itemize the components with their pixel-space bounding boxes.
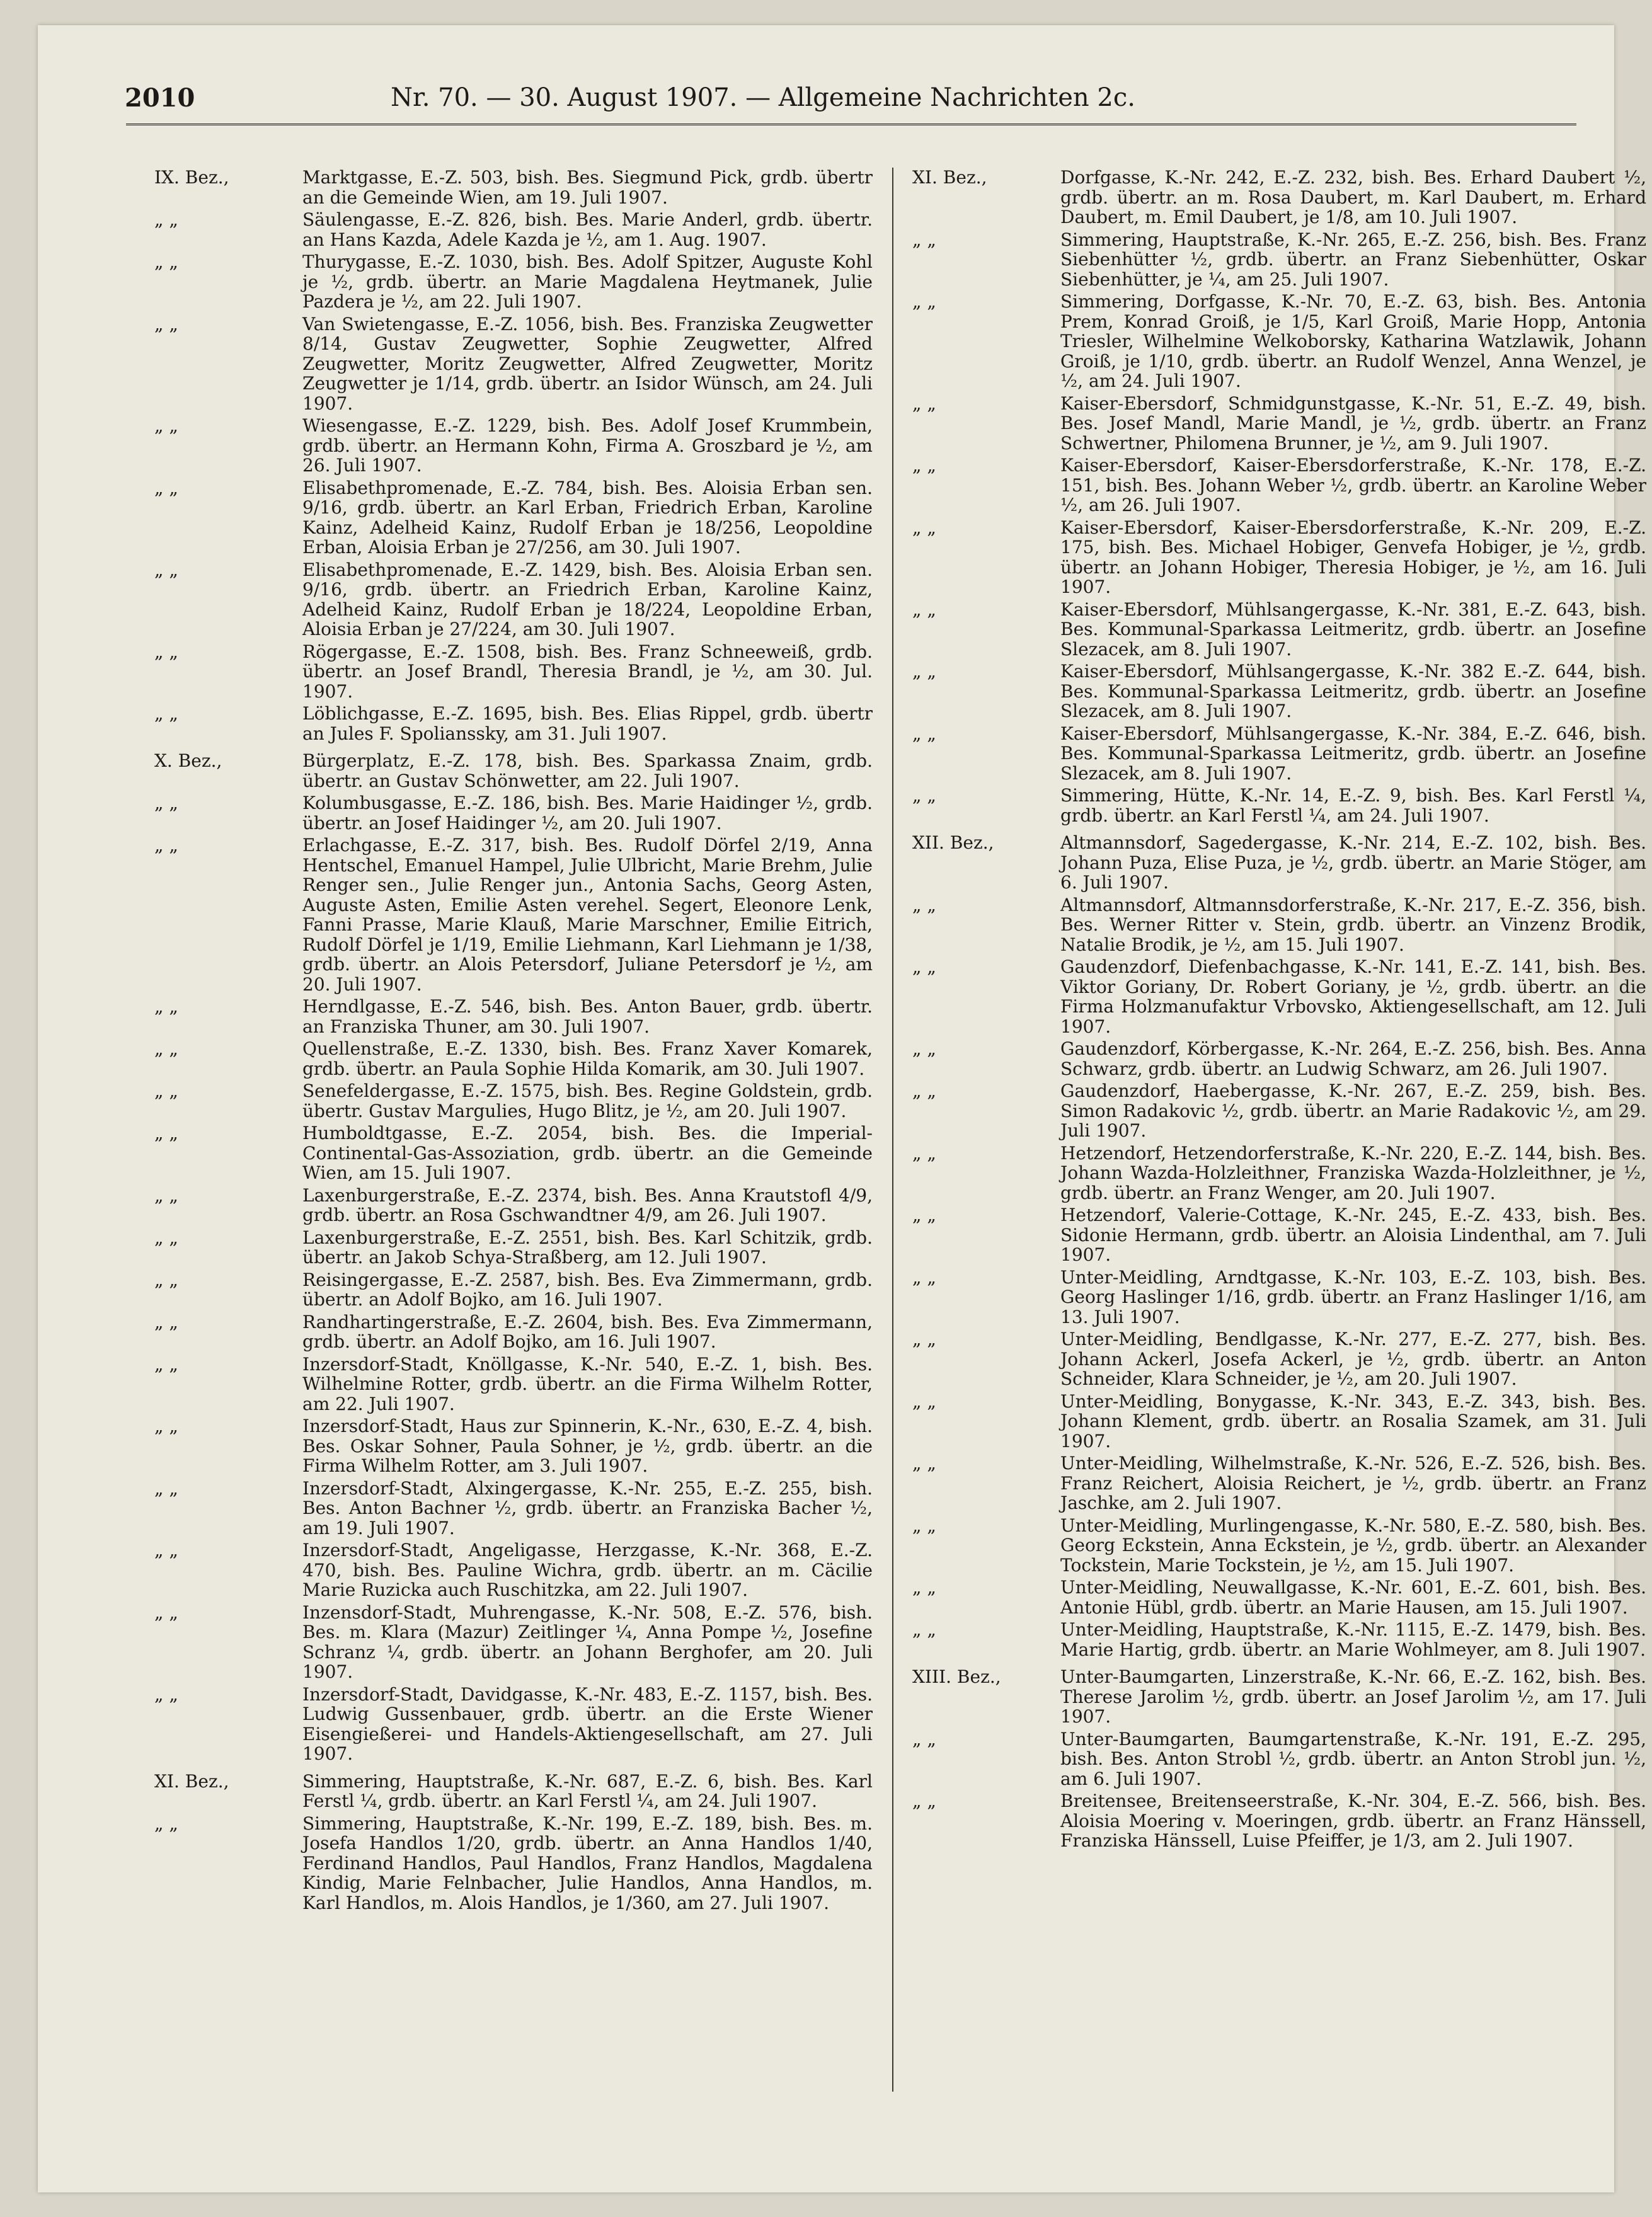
register-entry	[154, 1270, 873, 1310]
register-entry	[154, 1603, 873, 1682]
running-head: Nr. 70. — 30. August 1907. — Allgemeine Nachrichten 2c.	[391, 83, 1135, 112]
entry-district-label: „ „	[154, 559, 178, 580]
entry-district-label: „ „	[154, 1540, 178, 1561]
entry-text: Inzersdorf-Stadt, Haus zur Spinnerin, K.-Nr., 630, E.-Z. 4, bish. Bes. Oskar Sohner, Paula Sohner, je ½, grdb. übertr. an die Firma Wilhelm Rotter, am 3. Juli 1907.	[302, 1416, 873, 1476]
entry-text: Unter-Meidling, Bonygasse, K.-Nr. 343, E.-Z. 343, bish. Bes. Johann Klement, grdb. übertr. an Rosalia Szamek, am 31. Juli 1907.	[1060, 1390, 1646, 1452]
register-entry	[154, 1228, 873, 1268]
register-entry	[154, 478, 873, 558]
register-entry	[912, 1039, 1646, 1079]
register-entry	[912, 1578, 1646, 1617]
entry-text: Randhartingerstraße, E.-Z. 2604, bish. Bes. Eva Zimmermann, grdb. übertr. an Adolf Bojko, am 16. Juli 1907.	[302, 1311, 873, 1352]
register-entry	[912, 292, 1646, 391]
entry-text: Elisabethpromenade, E.-Z. 784, bish. Bes. Aloisia Erban sen. 9/16, grdb. übertr. an Karl Erban, Friedrich Erban, Karoline Kainz, Adelheid Kainz, Rudolf Erban je 18/256, Leopoldine Erban, Aloisia Erban je 27/256, am 30. Juli 1907.	[302, 477, 873, 558]
entry-district-label: „ „	[154, 1684, 178, 1705]
entry-district-label: „ „	[912, 517, 936, 538]
register-entry	[154, 997, 873, 1036]
entry-district-label: „ „	[154, 1354, 178, 1375]
register-entry	[912, 1268, 1646, 1327]
entry-text: Breitensee, Breitenseerstraße, K.-Nr. 304, E.-Z. 566, bish. Bes. Aloisia Moering v. Moeringen, grdb. übertr. an Franz Hänssell, Franziska Hänssell, Luise Pfeiffer, je 1/3, am 2. Juli 1907.	[1060, 1790, 1646, 1851]
entry-district-label: „ „	[154, 1269, 178, 1290]
register-entry	[154, 1685, 873, 1764]
entry-text: Unter-Meidling, Arndtgasse, K.-Nr. 103, E.-Z. 103, bish. Bes. Georg Haslinger 1/16, grdb. übertr. an Franz Haslinger 1/16, am 13. Juli 1907.	[1060, 1266, 1646, 1327]
entry-district-label: „ „	[154, 1123, 178, 1143]
entry-district-label: „ „	[154, 1185, 178, 1206]
entry-text: Wiesengasse, E.-Z. 1229, bish. Bes. Adolf Josef Krummbein, grdb. übertr. an Hermann Kohn, Firma A. Groszbard je ½, am 26. Juli 1907.	[302, 415, 873, 476]
register-entry	[912, 1620, 1646, 1659]
entry-text: Unter-Meidling, Murlingengasse, K.-Nr. 580, E.-Z. 580, bish. Bes. Georg Eckstein, Anna Eckstein, je ½, grdb. übertr. an Alexander Tockstein, Marie Tockstein, je ½, am 15. Juli 1907.	[1060, 1515, 1646, 1576]
register-entry	[912, 662, 1646, 721]
entry-district-label: „ „	[154, 314, 178, 335]
register-entry	[912, 1143, 1646, 1203]
entry-district-label: „ „	[912, 229, 936, 250]
entry-text: Simmering, Hauptstraße, K.-Nr. 265, E.-Z. 256, bish. Bes. Franz Siebenhütter ½, grdb. übertr. an Franz Siebenhütter, Oskar Siebenhütter, je ¼, am 25. Juli 1907.	[1060, 229, 1646, 290]
entry-text: Hetzendorf, Hetzendorferstraße, K.-Nr. 220, E.-Z. 144, bish. Bes. Johann Wazda-Holzleithner, Franziska Wazda-Holzleithner, je ½, grdb. übertr. an Franz Wenger, am 20. Juli 1907.	[1060, 1142, 1646, 1203]
entry-text: Hetzendorf, Valerie-Cottage, K.-Nr. 245, E.-Z. 433, bish. Bes. Sidonie Hermann, grdb. übertr. an Aloisia Lindenthal, am 7. Juli 1907.	[1060, 1205, 1646, 1265]
entry-district-label: „ „	[912, 895, 936, 915]
entry-district-label: IX. Bez.,	[154, 168, 229, 188]
entry-text: Thurygasse, E.-Z. 1030, bish. Bes. Adolf Spitzer, Auguste Kohl je ½, grdb. übertr. an Marie Magdalena Heytmanek, Julie Pazdera je ½, am 22. Juli 1907.	[302, 251, 873, 312]
register-entry	[154, 1540, 873, 1600]
entry-district-label: „ „	[154, 210, 178, 230]
entry-district-label: „ „	[912, 1620, 936, 1640]
register-entry	[154, 1355, 873, 1414]
entry-district-label: „ „	[154, 641, 178, 662]
entry-district-label: XIII. Bez.,	[912, 1667, 1001, 1687]
entry-text: Rögergasse, E.-Z. 1508, bish. Bes. Franz Schneeweiß, grdb. übertr. an Josef Brandl, Theresia Brandl, je ½, am 30. Jul. 1907.	[302, 641, 873, 702]
entry-district-label: XI. Bez.,	[912, 168, 987, 188]
entry-text: Kaiser-Ebersdorf, Schmidgunstgasse, K.-Nr. 51, E.-Z. 49, bish. Bes. Josef Mandl, Marie Mandl, je ½, grdb. übertr. an Franz Schwertner, Philomena Brunner, je ½, am 9. Juli 1907.	[1060, 392, 1646, 454]
entry-district-label: „ „	[154, 835, 178, 856]
register-entry	[154, 1186, 873, 1225]
entry-text: Erlachgasse, E.-Z. 317, bish. Bes. Rudolf Dörfel 2/19, Anna Hentschel, Emanuel Hampel, Julie Ulbricht, Marie Brehm, Julie Renger sen., Julie Renger jun., Antonia Sachs, Georg Asten, Auguste Asten, Emilie Asten verehel. Segert, Eleonore Lenk, Fanni Prasse, Marie Klauß, Marie Marschner, Emilie Eitrich, Rudolf Dörfel je 1/19, Emilie Liehmann, Karl Liehmann je 1/38, grdb. übertr. an Alois Petersdorf, Juliane Petersdorf je ½, am 20. Juli 1907.	[302, 835, 873, 995]
register-entry	[154, 704, 873, 743]
entry-district-label: XII. Bez.,	[912, 833, 994, 853]
register-entry	[154, 210, 873, 249]
entry-text: Van Swietengasse, E.-Z. 1056, bish. Bes. Franziska Zeugwetter 8/14, Gustav Zeugwetter, Sophie Zeugwetter, Alfred Zeugwetter, Moritz Zeugwetter, Alfred Zeugwetter, Moritz Zeugwetter je 1/14, grdb. übertr. an Isidor Wünsch, am 24. Juli 1907.	[302, 313, 873, 414]
entry-text: Humboldtgasse, E.-Z. 2054, bish. Bes. die Imperial-Continental-Gas-Assoziation, grdb. übertr. an die Gemeinde Wien, am 15. Juli 1907.	[302, 1123, 873, 1183]
entry-district-label: „ „	[912, 455, 936, 476]
register-entry	[154, 1479, 873, 1538]
entry-text: Reisingergasse, E.-Z. 2587, bish. Bes. Eva Zimmermann, grdb. übertr. an Adolf Bojko, am 16. Juli 1907.	[302, 1269, 873, 1310]
register-entry	[154, 416, 873, 476]
entry-text: Unter-Baumgarten, Baumgartenstraße, K.-Nr. 191, E.-Z. 295, bish. Bes. Anton Strobl ½, grdb. übertr. an Anton Strobl jun. ½, am 6. Juli 1907.	[1060, 1728, 1646, 1789]
register-entry	[912, 1329, 1646, 1389]
entry-district-label: „ „	[912, 957, 936, 977]
register-entry	[912, 895, 1646, 955]
entry-district-label: „ „	[912, 1267, 936, 1288]
entry-text: Gaudenzdorf, Diefenbachgasse, K.-Nr. 141, E.-Z. 141, bish. Bes. Viktor Goriany, Dr. Robert Goriany, je ½, grdb. übertr. an die Firma Holzmanufaktur Vrbovsko, Aktiengesellschaft, am 12. Juli 1907.	[1060, 956, 1646, 1037]
entry-text: Unter-Baumgarten, Linzerstraße, K.-Nr. 66, E.-Z. 162, bish. Bes. Therese Jarolim ½, grdb. übertr. an Josef Jarolim ½, am 17. Juli 1907.	[1060, 1666, 1646, 1727]
register-entry	[912, 1453, 1646, 1513]
entry-district-label: „ „	[154, 416, 178, 436]
entry-district-label: „ „	[912, 1515, 936, 1536]
register-entry	[912, 957, 1646, 1036]
entry-district-label: „ „	[154, 1081, 178, 1101]
entry-text: Dorfgasse, K.-Nr. 242, E.-Z. 232, bish. Bes. Erhard Daubert ½, grdb. übertr. an m. Rosa Daubert, m. Karl Daubert, m. Erhard Daubert, m. Emil Daubert, je 1/8, am 10. Juli 1907.	[1060, 167, 1646, 227]
entry-text: Senefeldergasse, E.-Z. 1575, bish. Bes. Regine Goldstein, grdb. übertr. Gustav Margulies, Hugo Blitz, je ½, am 20. Juli 1907.	[302, 1080, 873, 1121]
entry-text: Laxenburgerstraße, E.-Z. 2374, bish. Bes. Anna Krautstofl 4/9, grdb. übertr. an Rosa Gschwandtner 4/9, am 26. Juli 1907.	[302, 1184, 873, 1225]
register-entry	[154, 835, 873, 994]
left-column	[154, 168, 873, 2174]
entry-district-label: „ „	[154, 1039, 178, 1059]
entry-text: Kaiser-Ebersdorf, Mühlsangergasse, K.-Nr. 382 E.-Z. 644, bish. Bes. Kommunal-Sparkassa Leitmeritz, grdb. übertr. an Josefine Slezacek, am 8. Juli 1907.	[1060, 661, 1646, 721]
entry-district-label: „ „	[154, 704, 178, 724]
entry-text: Kaiser-Ebersdorf, Mühlsangergasse, K.-Nr. 384, E.-Z. 646, bish. Bes. Kommunal-Sparkassa Leitmeritz, grdb. übertr. an Josefine Slezacek, am 8. Juli 1907.	[1060, 723, 1646, 784]
register-entry	[912, 786, 1646, 825]
entry-district-label: „ „	[912, 393, 936, 414]
register-entry	[154, 1416, 873, 1476]
entry-district-label: „ „	[912, 292, 936, 312]
right-column	[912, 168, 1646, 2174]
register-entry	[912, 1516, 1646, 1576]
register-entry	[912, 518, 1646, 597]
entry-district-label: X. Bez.,	[154, 751, 222, 771]
entry-text: Kolumbusgasse, E.-Z. 186, bish. Bes. Marie Haidinger ½, grdb. übertr. an Josef Haidinger ½, am 20. Juli 1907.	[302, 793, 873, 834]
register-entry	[912, 394, 1646, 454]
entry-text: Inzensdorf-Stadt, Muhrengasse, K.-Nr. 508, E.-Z. 576, bish. Bes. m. Klara (Mazur) Zeitlinger ¼, Anna Pompe ½, Josefine Schranz ¼, grdb. übertr. an Johann Berghofer, am 20. Juli 1907.	[302, 1601, 873, 1682]
register-entry	[912, 1392, 1646, 1452]
entry-text: Inzersdorf-Stadt, Alxingergasse, K.-Nr. 255, E.-Z. 255, bish. Bes. Anton Bachner ½, grdb. übertr. an Franziska Bacher ½, am 19. Juli 1907.	[302, 1477, 873, 1538]
register-entry	[912, 1667, 1646, 1727]
register-entry	[912, 230, 1646, 290]
header-rule	[126, 123, 1576, 125]
entry-district-label: „ „	[912, 662, 936, 682]
register-entry	[912, 1791, 1646, 1851]
register-entry	[154, 1772, 873, 1811]
entry-district-label: „ „	[154, 252, 178, 272]
entry-text: Unter-Meidling, Hauptstraße, K.-Nr. 1115, E.-Z. 1479, bish. Bes. Marie Hartig, grdb. übertr. an Marie Wohlmeyer, am 8. Juli 1907.	[1060, 1619, 1646, 1660]
entry-district-label: „ „	[154, 997, 178, 1017]
entry-text: Gaudenzdorf, Haebergasse, K.-Nr. 267, E.-Z. 259, bish. Bes. Simon Radakovic ½, grdb. übertr. an Marie Radakovic ½, am 29. Juli 1907.	[1060, 1080, 1646, 1141]
entry-text: Kaiser-Ebersdorf, Mühlsangergasse, K.-Nr. 381, E.-Z. 643, bish. Bes. Kommunal-Sparkassa Leitmeritz, grdb. übertr. an Josefine Slezacek, am 8. Juli 1907.	[1060, 599, 1646, 660]
entry-district-label: „ „	[154, 1416, 178, 1436]
entry-district-label: „ „	[154, 478, 178, 498]
entry-district-label: „ „	[912, 1329, 936, 1349]
entry-text: Inzersdorf-Stadt, Angeligasse, Herzgasse, K.-Nr. 368, E.-Z. 470, bish. Bes. Pauline Wichra, grdb. übertr. an m. Cäcilie Marie Ruzicka auch Ruschitzka, am 22. Juli 1907.	[302, 1540, 873, 1600]
register-entry	[154, 252, 873, 312]
register-entry	[912, 455, 1646, 515]
entry-text: Unter-Meidling, Neuwallgasse, K.-Nr. 601, E.-Z. 601, bish. Bes. Antonie Hübl, grdb. übertr. an Marie Hausen, am 15. Juli 1907.	[1060, 1577, 1646, 1618]
entry-district-label: „ „	[912, 1791, 936, 1811]
entry-district-label: „ „	[154, 1478, 178, 1499]
register-entry	[154, 1081, 873, 1121]
entry-text: Unter-Meidling, Bendlgasse, K.-Nr. 277, E.-Z. 277, bish. Bes. Johann Ackerl, Josefa Ackerl, je ½, grdb. übertr. an Anton Schneider, Klara Schneider, je ½, am 20. Juli 1907.	[1060, 1329, 1646, 1389]
register-entry	[912, 1081, 1646, 1141]
entry-text: Elisabethpromenade, E.-Z. 1429, bish. Bes. Aloisia Erban sen. 9/16, grdb. übertr. an Friedrich Erban, Karoline Kainz, Adelheid Kainz, Rudolf Erban je 18/224, Leopoldine Erban, Aloisia Erban je 27/224, am 30. Juli 1907.	[302, 559, 873, 639]
entry-district-label: „ „	[912, 1391, 936, 1412]
entry-text: Kaiser-Ebersdorf, Kaiser-Ebersdorferstraße, K.-Nr. 209, E.-Z. 175, bish. Bes. Michael Hobiger, Genvefa Hobiger, je ½, grdb. übertr. an Johann Hobiger, Theresia Hobiger, je ½, am 16. Juli 1907.	[1060, 517, 1646, 597]
entry-text: Säulengasse, E.-Z. 826, bish. Bes. Marie Anderl, grdb. übertr. an Hans Kazda, Adele Kazda je ½, am 1. Aug. 1907.	[302, 209, 873, 250]
entry-district-label: „ „	[912, 1729, 936, 1750]
register-entry	[154, 168, 873, 207]
entry-text: Simmering, Hauptstraße, K.-Nr. 687, E.-Z. 6, bish. Bes. Karl Ferstl ¼, grdb. übertr. an Karl Ferstl ¼, am 24. Juli 1907.	[302, 1770, 873, 1811]
entry-text: Altmannsdorf, Sagedergasse, K.-Nr. 214, E.-Z. 102, bish. Bes. Johann Puza, Elise Puza, je ½, grdb. übertr. an Marie Stöger, am 6. Juli 1907.	[1060, 832, 1646, 893]
entry-district-label: „ „	[912, 1453, 936, 1474]
register-entry	[154, 314, 873, 414]
entry-text: Inzersdorf-Stadt, Davidgasse, K.-Nr. 483, E.-Z. 1157, bish. Bes. Ludwig Gussenbauer, grdb. übertr. an die Erste Wiener Eisengießerei- und Handels-Aktiengesellschaft, am 27. Juli 1907.	[302, 1683, 873, 1764]
entry-text: Simmering, Dorfgasse, K.-Nr. 70, E.-Z. 63, bish. Bes. Antonia Prem, Konrad Groiß, je 1/5, Karl Groiß, Marie Hopp, Antonia Triesler, Wilhelmine Welkoborsky, Katharina Watzlawik, Johann Groiß, je 1/10, grdb. übertr. an Rudolf Wenzel, Anna Wenzel, je ½, am 24. Juli 1907.	[1060, 291, 1646, 391]
register-entry	[154, 1312, 873, 1352]
entry-text: Löblichgasse, E.-Z. 1695, bish. Bes. Elias Rippel, grdb. übertr an Jules F. Spolianssky, am 31. Juli 1907.	[302, 703, 873, 744]
entry-text: Simmering, Hauptstraße, K.-Nr. 199, E.-Z. 189, bish. Bes. m. Josefa Handlos 1/20, grdb. übertr. an Anna Handlos 1/40, Ferdinand Handlos, Paul Handlos, Franz Handlos, Magdalena Kindig, Marie Felnbacher, Julie Handlos, Anna Handlos, m. Karl Handlos, m. Alois Handlos, je 1/360, am 27. Juli 1907.	[302, 1813, 873, 1913]
entry-district-label: „ „	[912, 1143, 936, 1164]
entry-district-label: „ „	[154, 1813, 178, 1834]
register-entry	[154, 1039, 873, 1079]
entry-text: Bürgerplatz, E.-Z. 178, bish. Bes. Sparkassa Znaim, grdb. übertr. an Gustav Schönwetter, am 22. Juli 1907.	[302, 750, 873, 791]
entry-district-label: „ „	[912, 599, 936, 620]
entry-district-label: „ „	[912, 723, 936, 744]
entry-district-label: „ „	[154, 1227, 178, 1248]
register-entry	[154, 793, 873, 833]
register-entry	[154, 751, 873, 791]
entry-district-label: „ „	[912, 1039, 936, 1059]
register-entry	[154, 1814, 873, 1913]
entry-district-label: „ „	[912, 1081, 936, 1101]
page-number: 2010	[125, 83, 195, 113]
register-entry	[912, 600, 1646, 660]
entry-district-label: „ „	[912, 786, 936, 806]
register-entry	[154, 642, 873, 702]
register-entry	[912, 833, 1646, 893]
register-entry	[912, 724, 1646, 784]
entry-text: Gaudenzdorf, Körbergasse, K.-Nr. 264, E.-Z. 256, bish. Bes. Anna Schwarz, grdb. übertr. an Ludwig Schwarz, am 26. Juli 1907.	[1060, 1038, 1646, 1079]
entry-text: Inzersdorf-Stadt, Knöllgasse, K.-Nr. 540, E.-Z. 1, bish. Bes. Wilhelmine Rotter, grdb. übertr. an die Firma Wilhelm Rotter, am 22. Juli 1907.	[302, 1353, 873, 1414]
entry-district-label: „ „	[154, 1602, 178, 1623]
entry-district-label: „ „	[912, 1205, 936, 1225]
entry-text: Marktgasse, E.-Z. 503, bish. Bes. Siegmund Pick, grdb. übertr an die Gemeinde Wien, am 19. Juli 1907.	[302, 167, 873, 208]
entry-text: Altmannsdorf, Altmannsdorferstraße, K.-Nr. 217, E.-Z. 356, bish. Bes. Werner Ritter v. Stein, grdb. übertr. an Vinzenz Brodik, Natalie Brodik, je ½, am 15. Juli 1907.	[1060, 894, 1646, 955]
column-divider	[892, 168, 893, 2092]
entry-text: Simmering, Hütte, K.-Nr. 14, E.-Z. 9, bish. Bes. Karl Ferstl ¼, grdb. übertr. an Karl Ferstl ¼, am 24. Juli 1907.	[1060, 785, 1646, 826]
entry-text: Laxenburgerstraße, E.-Z. 2551, bish. Bes. Karl Schitzik, grdb. übertr. an Jakob Schya-Straßberg, am 12. Juli 1907.	[302, 1227, 873, 1268]
entry-district-label: „ „	[912, 1578, 936, 1598]
entry-text: Herndlgasse, E.-Z. 546, bish. Bes. Anton Bauer, grdb. übertr. an Franziska Thuner, am 30. Juli 1907.	[302, 996, 873, 1037]
newspaper-page	[38, 25, 1646, 2192]
register-entry	[154, 560, 873, 639]
register-entry	[912, 1205, 1646, 1265]
entry-district-label: „ „	[154, 793, 178, 813]
register-entry	[154, 1123, 873, 1183]
entry-district-label: XI. Bez.,	[154, 1771, 229, 1792]
entry-district-label: „ „	[154, 1312, 178, 1332]
entry-text: Quellenstraße, E.-Z. 1330, bish. Bes. Franz Xaver Komarek, grdb. übertr. an Paula Sophie Hilda Komarik, am 30. Juli 1907.	[302, 1038, 873, 1079]
register-entry	[912, 168, 1646, 227]
register-entry	[912, 1729, 1646, 1789]
entry-text: Unter-Meidling, Wilhelmstraße, K.-Nr. 526, E.-Z. 526, bish. Bes. Franz Reichert, Aloisia Reichert, je ½, grdb. übertr. an Franz Jaschke, am 2. Juli 1907.	[1060, 1453, 1646, 1513]
entry-text: Kaiser-Ebersdorf, Kaiser-Ebersdorferstraße, K.-Nr. 178, E.-Z. 151, bish. Bes. Johann Weber ½, grdb. übertr. an Karoline Weber ½, am 26. Juli 1907.	[1060, 455, 1646, 515]
